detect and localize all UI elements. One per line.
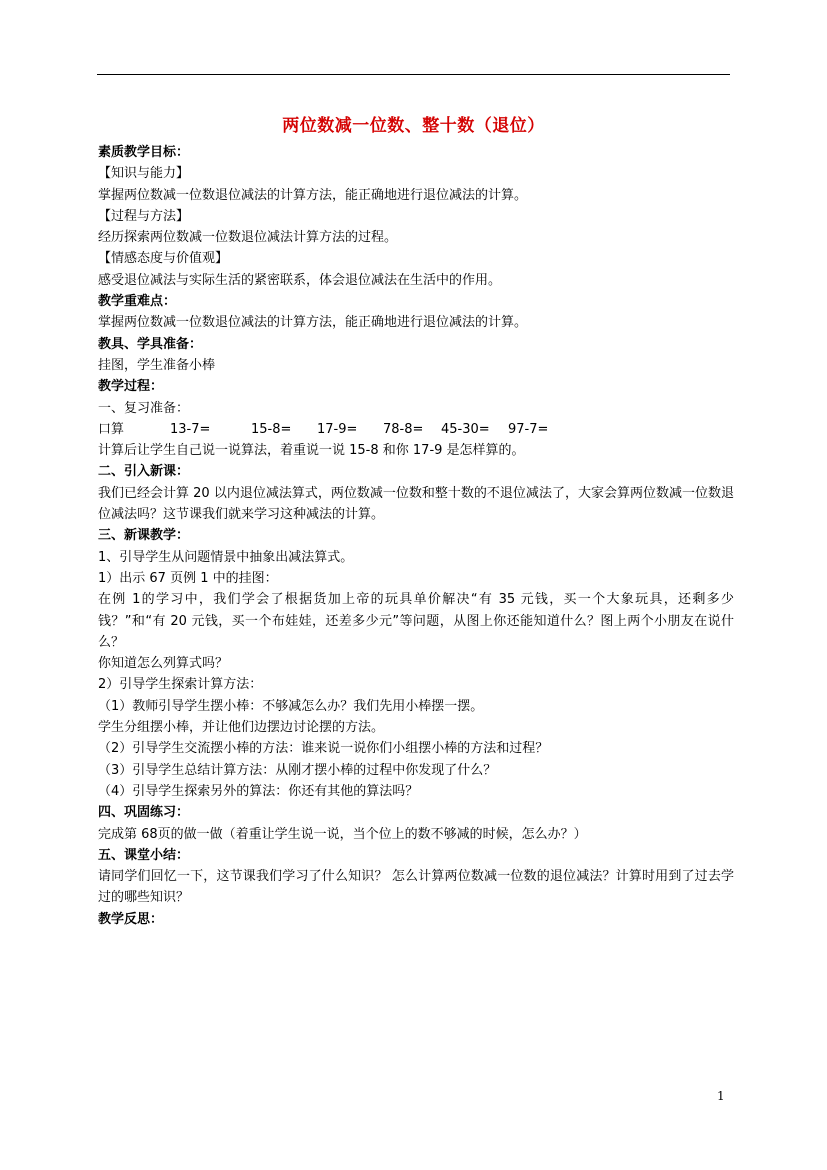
oral-item: 97-7= <box>508 421 549 437</box>
new-step-1-1-text: 在例 1的学习中，我们学会了根据货加上帝的玩具单价解决“有 35 元钱，买一个大象玩具，还剩多少钱？”和“有 20 元钱，买一个布娃娃，还差多少元”等问题，从图上你还能知道什么？图上两个小朋友在说什么？ <box>98 592 734 650</box>
oral-label: 口算 <box>98 421 125 437</box>
process-label: 【过程与方法】 <box>98 208 190 224</box>
header-rule <box>97 74 730 75</box>
new-step-2-1-text: 学生分组摆小棒，并让他们边摆边讨论摆的方法。 <box>98 720 385 736</box>
oral-item: 45-30= <box>441 421 490 437</box>
knowledge-text: 掌握两位数减一位数退位减法的计算方法，能正确地进行退位减法的计算。 <box>98 187 528 203</box>
new-heading: 三、新课教学： <box>98 528 190 544</box>
document-title: 两位数减一位数、整十数（退位） <box>282 116 545 136</box>
intro-text: 我们已经会计算 20 以内退位减法算式，两位数减一位数和整十数的不退位减法了，大家会算两位数减一位数退位减法吗？这节课我们就来学习这种减法的计算。 <box>98 485 734 523</box>
document-body <box>98 142 734 930</box>
goals-heading: 素质教学目标： <box>98 145 190 160</box>
process-heading: 教学过程： <box>98 379 164 395</box>
oral-item: 15-8= <box>251 421 292 437</box>
oral-item: 78-8= <box>383 421 424 437</box>
tools-heading: 教具、学具准备： <box>98 336 203 352</box>
page-number: 1 <box>717 1089 725 1103</box>
practice-heading: 四、巩固练习： <box>98 805 190 821</box>
reflection-heading: 教学反思： <box>98 911 164 927</box>
review-heading: 一、复习准备： <box>98 400 190 416</box>
summary-heading: 五、课堂小结： <box>98 847 190 863</box>
new-step-1-1-question: 你知道怎么列算式吗？ <box>98 656 229 672</box>
new-step-1: 1、引导学生从问题情景中抽象出减法算式。 <box>98 549 354 565</box>
knowledge-label: 【知识与能力】 <box>98 166 190 182</box>
key-text: 掌握两位数减一位数退位减法的计算方法，能正确地进行退位减法的计算。 <box>98 315 528 331</box>
oral-calc-row <box>98 419 734 440</box>
new-step-2-2: （2）引导学生交流摆小棒的方法：谁来说一说你们小组摆小棒的方法和过程？ <box>98 741 549 757</box>
attitude-text: 感受退位减法与实际生活的紧密联系，体会退位减法在生活中的作用。 <box>98 272 502 288</box>
summary-text: 请同学们回忆一下，这节课我们学习了什么知识？ 怎么计算两位数减一位数的退位减法？计算时用到了过去学过的哪些知识？ <box>98 869 734 906</box>
attitude-label: 【情感态度与价值观】 <box>98 251 229 267</box>
key-heading: 教学重难点： <box>98 294 177 310</box>
new-step-2-1: （1）教师引导学生摆小棒：不够减怎么办？我们先用小棒摆一摆。 <box>98 698 484 714</box>
tools-text: 挂图，学生准备小棒 <box>98 357 216 373</box>
new-step-2-3: （3）引导学生总结计算方法：从刚才摆小棒的过程中你发现了什么？ <box>98 762 497 778</box>
practice-text: 完成第 68页的做一做（着重让学生说一说，当个位上的数不够减的时候，怎么办？） <box>98 826 587 842</box>
intro-heading: 二、引入新课： <box>98 464 190 480</box>
review-text: 计算后让学生自己说一说算法，着重说一说 15-8 和你 17-9 是怎样算的。 <box>98 443 525 459</box>
new-step-2: 2）引导学生探索计算方法： <box>98 677 263 693</box>
oral-item: 17-9= <box>317 421 358 437</box>
oral-item: 13-7= <box>170 421 211 437</box>
process-text: 经历探索两位数减一位数退位减法计算方法的过程。 <box>98 230 398 246</box>
new-step-1-1: 1）出示 67 页例 1 中的挂图： <box>98 570 278 586</box>
new-step-2-4: （4）引导学生探索另外的算法：你还有其他的算法吗？ <box>98 783 419 799</box>
